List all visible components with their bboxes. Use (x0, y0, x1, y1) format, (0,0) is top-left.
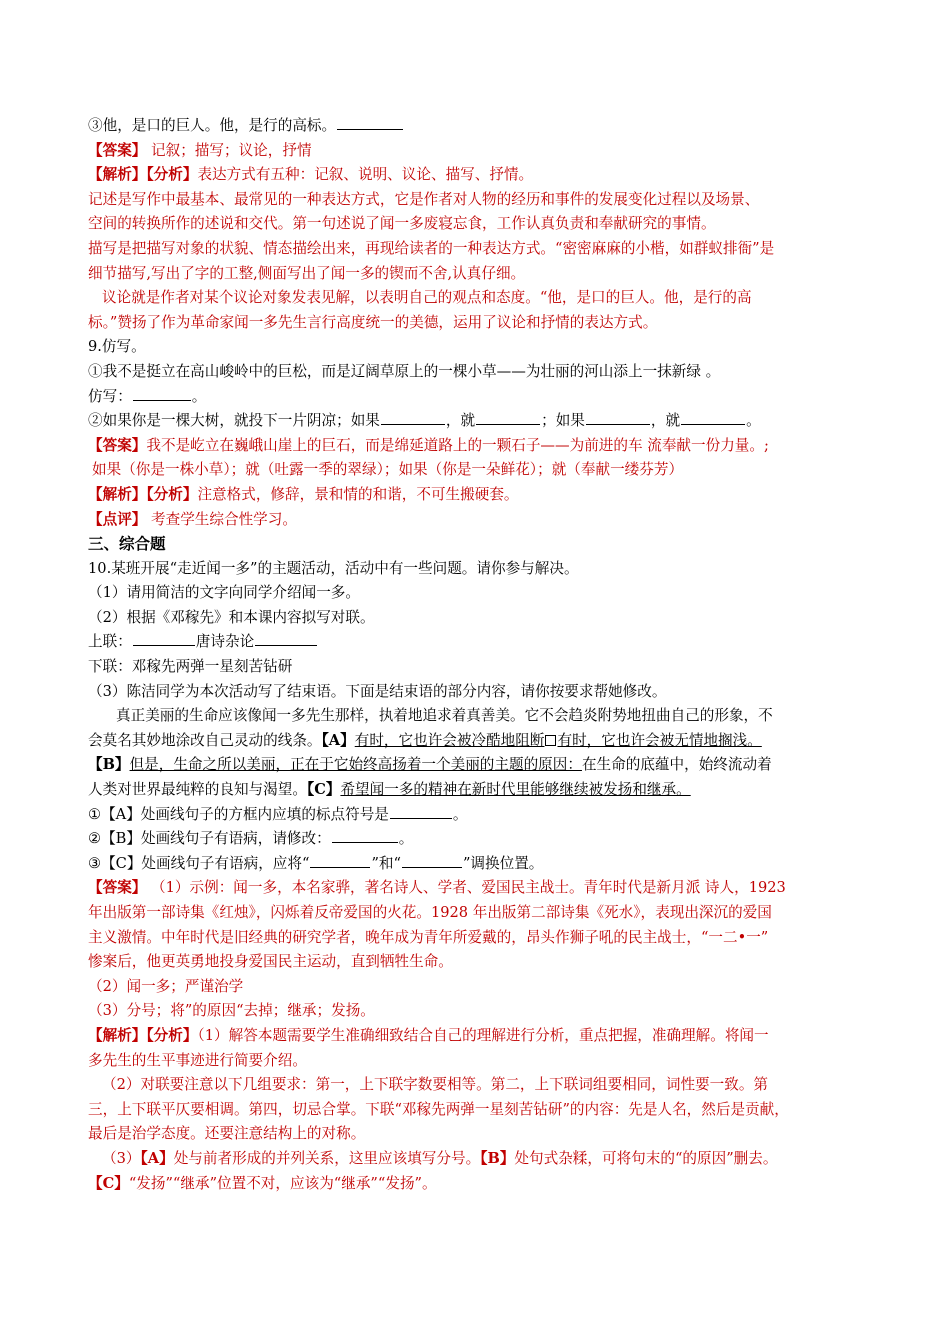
section-heading: 三、综合题 (88, 534, 166, 554)
answer-blank (310, 852, 370, 868)
analysis-text: 描写是把描写对象的状貌、情态描绘出来，再现给读者的一种表达方式。“密密麻麻的小楷，如群蚁排衙”是 (88, 239, 775, 257)
answer-blank (337, 114, 403, 130)
passage-line: 【B】但是，生命之所以美丽，正在于它始终高扬着一个美丽的主题的原因：在生命的底蕴中，始终流动着 (88, 756, 772, 774)
analysis-line: （3）【A】处与前者形成的并列关系，这里应该填写分号。【B】处句式杂糅，可将句末的“的原因”删去。 (102, 1149, 778, 1167)
answer-blank (332, 827, 398, 843)
analysis-text: 标。”赞扬了作为革命家闻一多先生言行高度统一的美德，运用了议论和抒情的表达方式。 (88, 313, 658, 331)
answer-blank (681, 409, 745, 425)
question-line: 上联： 唐诗杂论 (88, 630, 878, 655)
answer-text: （2）闻一多；严谨治学 (88, 977, 244, 995)
question-line: 仿写： 。 (88, 385, 878, 410)
answer-blank (381, 409, 445, 425)
analysis-text: 三，上下联平仄要相调。第四，切忌合掌。下联“邓稼先两弹一星刻苦钻研”的内容：先是人名，然后是贡献， (88, 1100, 789, 1118)
question-line: （1）请用简洁的文字向同学介绍闻一多。 (88, 584, 360, 602)
analysis-line: 【解析】【分析】注意格式，修辞，景和情的和谐，不可生搬硬套。 (88, 485, 519, 503)
question-title: 9.仿写。 (88, 338, 146, 356)
analysis-text: 细节描写,写出了字的工整,侧面写出了闻一多的锲而不舍,认真仔细。 (88, 264, 526, 282)
answer-line: 如果（你是一株小草）；就（吐露一季的翠绿）；如果（你是一朵鲜花）；就（奉献一缕芬芳） (92, 461, 684, 479)
document-page (88, 114, 878, 1196)
question-line: 下联：邓稼先两弹一星刻苦钻研 (88, 658, 293, 676)
passage-line: 人类对世界最纯粹的良知与渴望。【C】希望闻一多的精神在新时代里能够继续被发扬和继承。 (88, 781, 691, 799)
question-line: ①【A】处画线句子的方框内应填的标点符号是 。 (88, 803, 878, 828)
answer-blank (255, 630, 317, 646)
analysis-line: 【解析】【分析】（1）解答本题需要学生准确细致结合自己的理解进行分析，重点把握，准确理解。将闻一 (88, 1026, 769, 1044)
answer-blank (133, 630, 195, 646)
question-line: （2）根据《邓稼先》和本课内容拟写对联。 (88, 608, 375, 626)
comment-line: 【点评】 考查学生综合性学习。 (88, 510, 297, 528)
question-line: ①我不是挺立在高山峻岭中的巨松，而是辽阔草原上的一棵小草——为壮丽的河山添上一抹新绿 。 (88, 362, 721, 380)
analysis-text: 空间的转换所作的述说和交代。第一句述说了闻一多废寝忘食，工作认真负责和奉献研究的事情。 (88, 215, 716, 233)
question-line: ③他，是口的巨人。他，是行的高标。 (88, 114, 878, 139)
answer-blank (586, 409, 650, 425)
answer-text: 年出版第一部诗集《红烛》，闪烁着反帝爱国的火花。1928 年出版第二部诗集《死水》，表现出深沉的爱国 (88, 904, 772, 921)
question-line: ③【C】处画线句子有语病，应将“ ”和“ ”调换位置。 (88, 852, 878, 877)
question-title: 10.某班开展“走近闻一多”的主题活动，活动中有一些问题。请你参与解决。 (88, 559, 579, 577)
answer-blank (476, 409, 540, 425)
answer-line: 【答案】我不是屹立在巍峨山崖上的巨石，而是绵延道路上的一颗石子——为前进的车 流奉献一份力量。; (88, 436, 769, 454)
punctuation-box (545, 735, 556, 746)
analysis-text: 最后是治学态度。还要注意结构上的对称。 (88, 1125, 366, 1143)
question-line: （3）陈洁同学为本次活动写了结束语。下面是结束语的部分内容，请你按要求帮她修改。 (88, 682, 667, 700)
analysis-text: 议论就是作者对某个议论对象发表见解，以表明自己的观点和态度。“他，是口的巨人。他，是行的高 (102, 289, 752, 307)
answer-blank (390, 803, 452, 819)
analysis-text: （2）对联要注意以下几组要求：第一，上下联字数要相等。第二，上下联词组要相同，词性要一致。第 (102, 1076, 769, 1094)
answer-line: 【答案】 （1）示例：闻一多，本名家骅，著名诗人、学者、爱国民主战士。青年时代是新月派 诗人，1923 (88, 879, 786, 897)
question-line: ②【B】处画线句子有语病，请修改： 。 (88, 827, 878, 852)
answer-text: 主义激情。中年时代是旧经典的研究学者，晚年成为青年所爱戴的，昂头作狮子吼的民主战士，“一二•一” (88, 928, 769, 946)
answer-text: 惨案后，他更英勇地投身爱国民主运动，直到牺牲生命。 (88, 953, 453, 971)
passage-line: 会莫名其妙地涂改自己灵动的线条。【A】有时，它也许会被冷酷地阻断 有时，它也许会被无情地搁浅。 (88, 731, 762, 749)
answer-line: 【答案】 记叙；描写；议论，抒情 (88, 141, 312, 159)
answer-text: （3）分号；将”的原因“去掉；继承；发扬。 (88, 1002, 375, 1020)
analysis-line: 【C】“发扬”“继承”位置不对，应该为“继承”“发扬”。 (88, 1174, 437, 1192)
answer-blank (133, 385, 191, 401)
analysis-text: 多先生的生平事迹进行简要介绍。 (88, 1051, 307, 1069)
answer-blank (402, 852, 462, 868)
analysis-line: 【解析】【分析】表达方式有五种：记叙、说明、议论、描写、抒情。 (88, 166, 534, 184)
analysis-text: 记述是写作中最基本、最常见的一种表达方式，它是作者对人物的经历和事件的发展变化过程以及场景、 (88, 190, 760, 208)
question-line: ②如果你是一棵大树，就投下一片阴凉；如果 ，就 ；如果 ，就 。 (88, 409, 878, 434)
passage-line: 真正美丽的生命应该像闻一多先生那样，执着地追求着真善美。它不会趋炎附势地扭曲自己的形象，不 (116, 707, 773, 725)
